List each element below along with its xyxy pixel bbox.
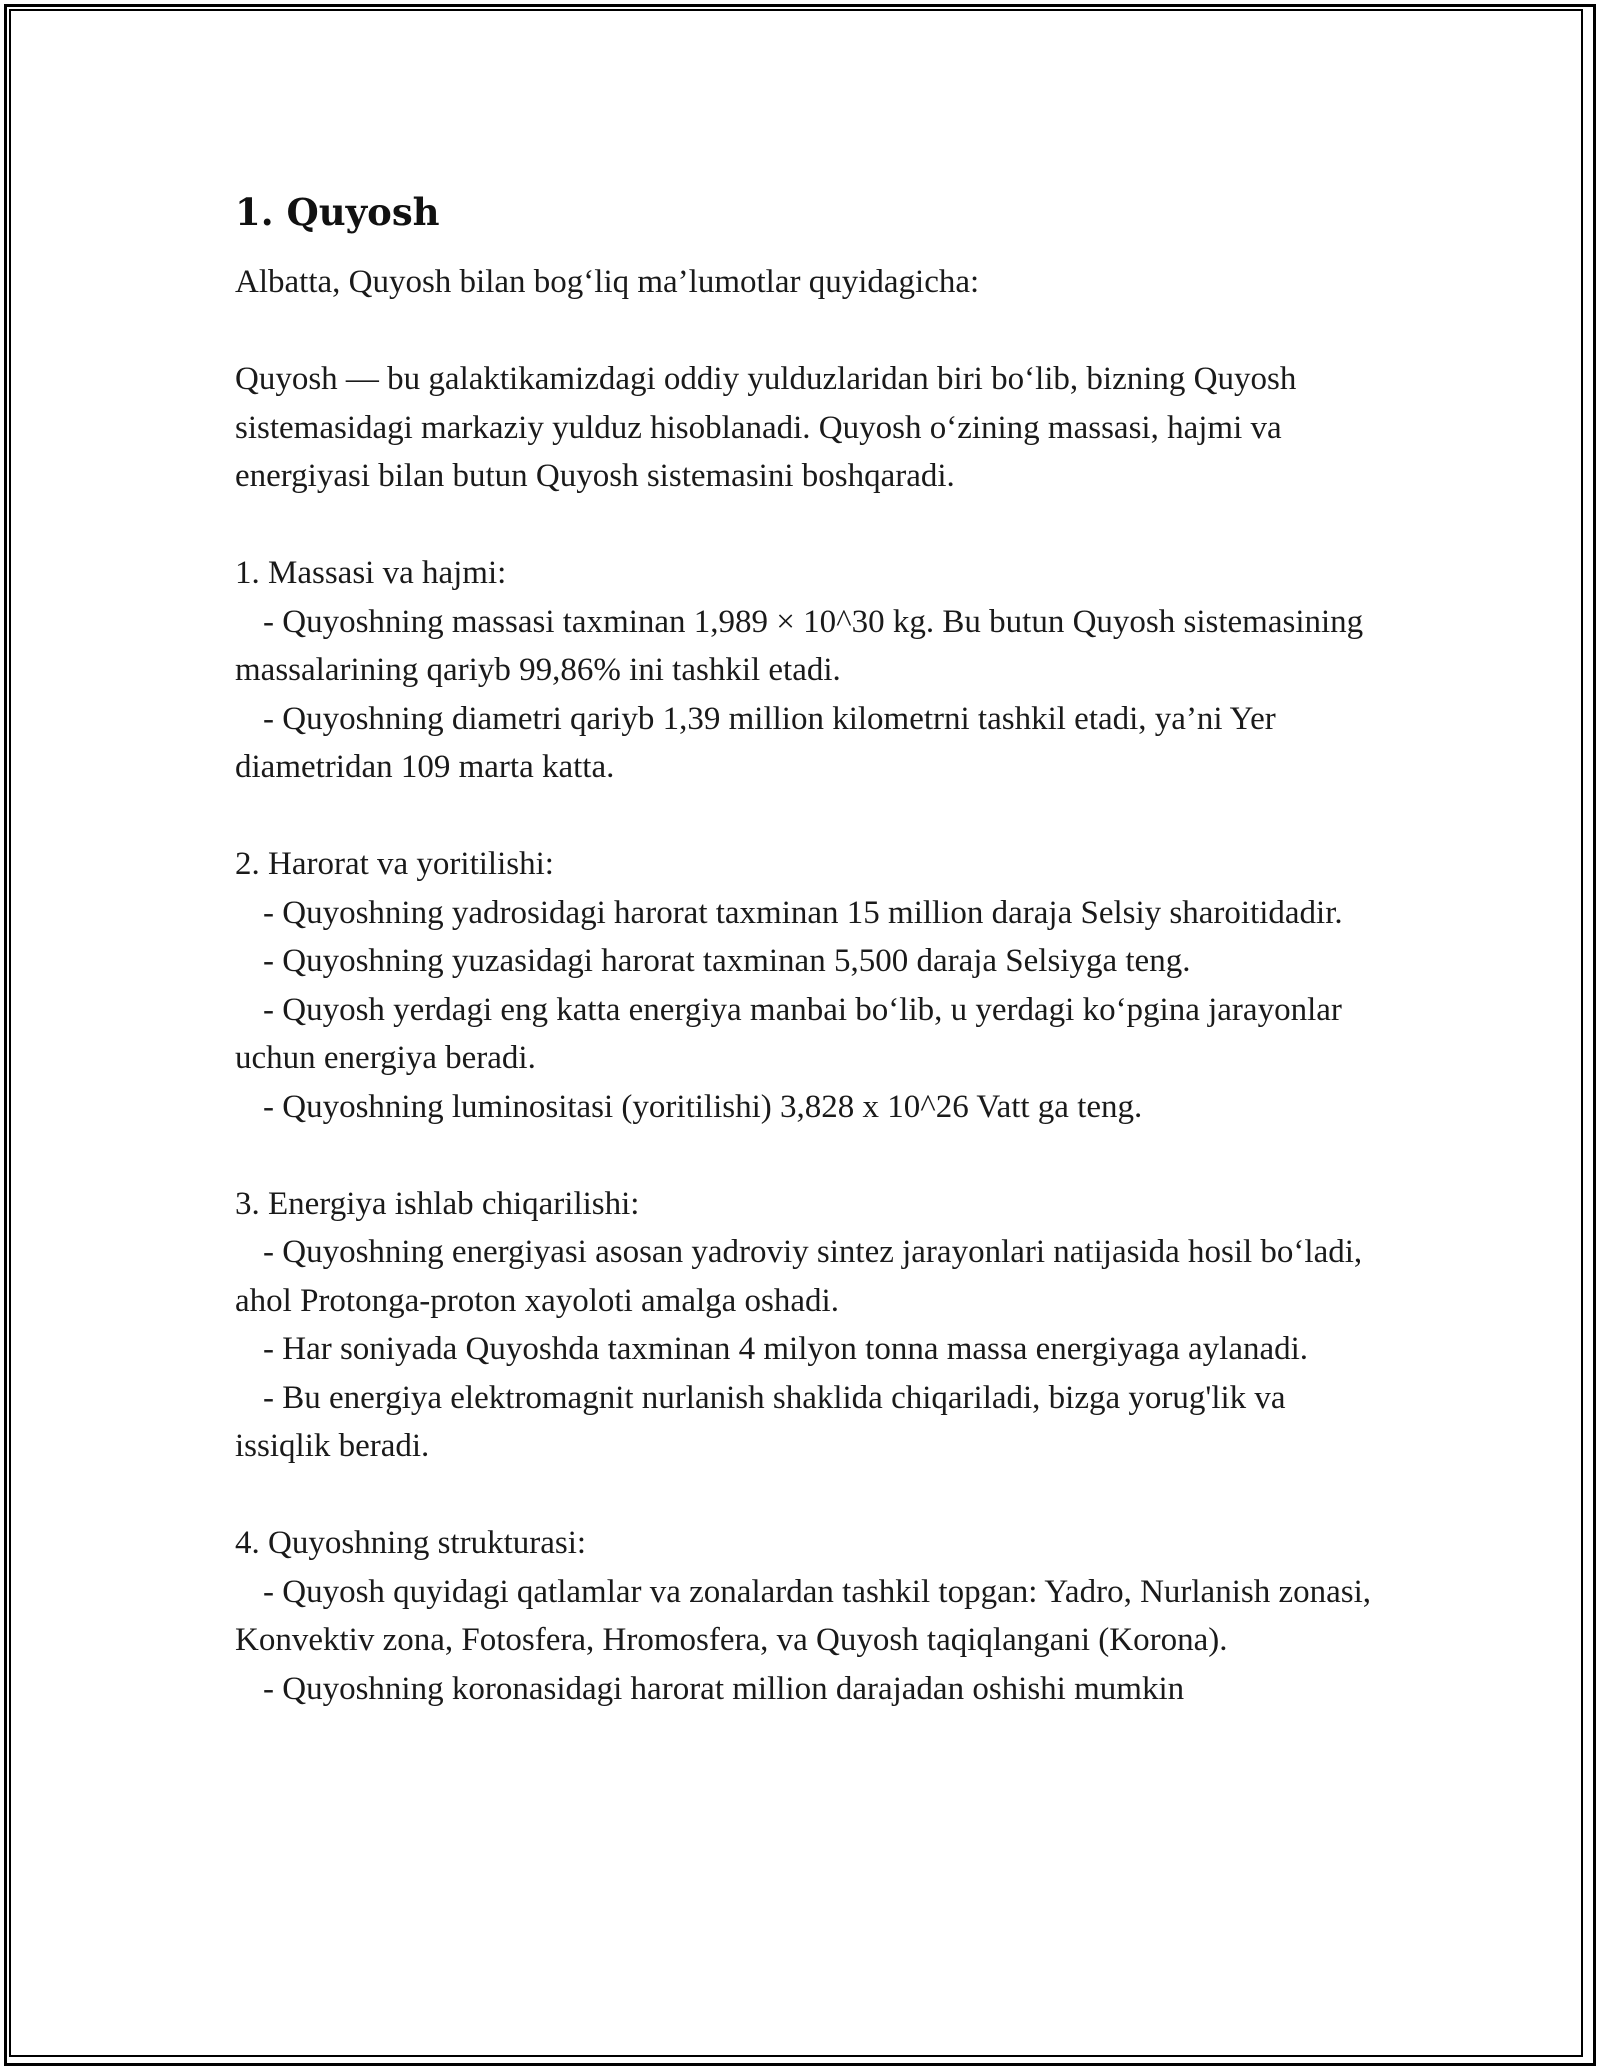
description-paragraph: Quyosh — bu galaktikamizdagi oddiy yulduzlaridan biri bo‘lib, bizning Quyosh sistemasidagi markaziy yulduz hisoblanadi. Quyosh o‘zining massasi, hajmi va energiyasi bilan butun Quyosh sistemasini boshqaradi. [235,361,1305,494]
bullet-item: - Quyoshning massasi taxminan 1,989 × 10^30 kg. Bu butun Quyosh sistemasining massalarining qariyb 99,86% ini tashkil etadi. [235,598,1375,695]
section-heading: 3. Energiya ishlab chiqarilishi: [235,1185,640,1222]
bullet-item: - Quyoshning yadrosidagi harorat taxminan 15 million daraja Selsiy sharoitidadir. [235,889,1375,938]
section-structure [235,1519,1375,1713]
bullet-item: - Quyoshning yuzasidagi harorat taxminan 5,500 daraja Selsiyga teng. [235,937,1375,986]
bullet-item: - Quyosh quyidagi qatlamlar va zonalardan tashkil topgan: Yadro, Nurlanish zonasi, Konvektiv zona, Fotosfera, Hromosfera, va Quyosh taqiqlangani (Korona). [235,1568,1375,1665]
bullet-item: - Quyoshning luminositasi (yoritilishi) 3,828 x 10^26 Vatt ga teng. [235,1083,1375,1132]
document-body [235,186,1375,1762]
bullet-item: - Quyoshning koronasidagi harorat million darajadan oshishi mumkin [235,1665,1375,1714]
section-heading: 4. Quyoshning strukturasi: [235,1525,587,1561]
section-temperature-luminosity [235,840,1375,1131]
bullet-item: - Har soniyada Quyoshda taxminan 4 milyon tonna massa energiyaga aylanadi. [235,1325,1375,1374]
document-title: 1. Quyosh [235,190,440,234]
intro-paragraph: Albatta, Quyosh bilan bog‘liq ma’lumotlar quyidagicha: [235,264,980,300]
bullet-item: - Bu energiya elektromagnit nurlanish shaklida chiqariladi, bizga yorug'lik va issiqlik beradi. [235,1374,1375,1471]
section-heading: 1. Massasi va hajmi: [235,555,507,591]
section-mass-volume [235,549,1375,792]
section-energy-production [235,1180,1375,1471]
bullet-item: - Quyoshning diametri qariyb 1,39 million kilometrni tashkil etadi, ya’ni Yer diametridan 109 marta katta. [235,695,1375,792]
section-heading: 2. Harorat va yoritilishi: [235,846,554,882]
bullet-item: - Quyosh yerdagi eng katta energiya manbai bo‘lib, u yerdagi ko‘pgina jarayonlar uchun energiya beradi. [235,986,1375,1083]
bullet-item: - Quyoshning energiyasi asosan yadroviy sintez jarayonlari natijasida hosil bo‘ladi, ahol Protonga-proton xayoloti amalga oshadi. [235,1228,1375,1325]
